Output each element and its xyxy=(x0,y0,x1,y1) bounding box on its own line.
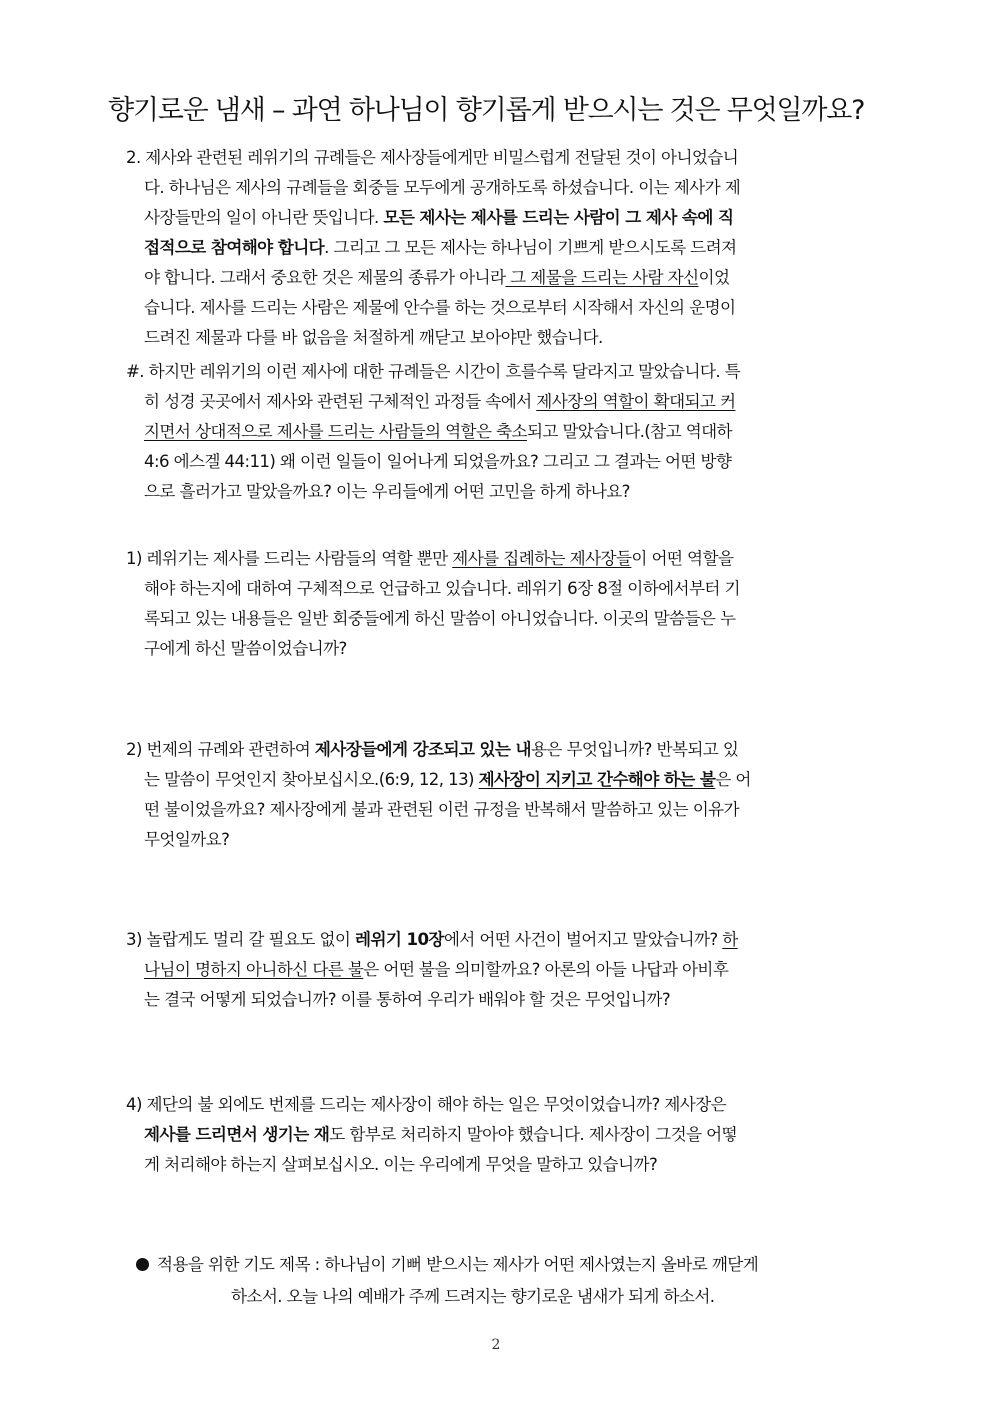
page-number: 2 xyxy=(491,1337,501,1353)
question-2 xyxy=(120,735,858,855)
bullet-icon xyxy=(136,1258,149,1271)
text-line: 히 성경 곳곳에서 제사와 관련된 구체적인 과정들 속에서 제사장의 역할이 확대되고 커 xyxy=(144,392,736,411)
text-line: 습니다. 제사를 드리는 사람은 제물에 안수를 하는 것으로부터 시작해서 자신의 운명이 xyxy=(144,298,736,317)
underlined-text: 지면서 상대적으로 제사를 드리는 사람들의 역할은 축소 xyxy=(144,422,527,441)
paragraph-hash xyxy=(120,357,858,507)
text-line: 게 처리해야 하는지 살펴보십시오. 이는 우리에게 무엇을 말하고 있습니까? xyxy=(144,1155,658,1174)
emphasis-text: 제사를 드리면서 생기는 재 xyxy=(144,1125,330,1144)
text-line: 무엇일까요? xyxy=(144,830,230,849)
underlined-text: 제사를 집례하는 제사장들 xyxy=(452,549,632,568)
text-line: 구에게 하신 말씀이었습니까? xyxy=(144,639,347,658)
prayer-topic xyxy=(136,1249,876,1313)
question-4 xyxy=(120,1090,858,1180)
prayer-line-2: 하소서. 오늘 나의 예배가 주께 드려지는 향기로운 냄새가 되게 하소서. xyxy=(231,1287,715,1306)
underlined-text: 제사장의 역할이 확대되고 커 xyxy=(536,392,736,411)
text-line: 제사를 드리면서 생기는 재도 함부로 처리하지 말아야 했습니다. 제사장이 그것을 어떻 xyxy=(144,1125,737,1144)
text-line: 2) 번제의 규례와 관련하여 제사장들에게 강조되고 있는 내용은 무엇입니까? 반복되고 있 xyxy=(126,740,739,759)
text-line: 떤 불이었을까요? 제사장에게 불과 관련된 이런 규정을 반복해서 말씀하고 있는 이유가 xyxy=(144,800,739,819)
text-line: 는 말씀이 무엇인지 찾아보십시오.(6:9, 12, 13) 제사장이 지키고 간수해야 하는 불은 어 xyxy=(144,770,751,789)
underlined-text: 제사장이 지키고 간수해야 하는 불 xyxy=(478,770,716,789)
question-1 xyxy=(120,544,858,664)
underlined-text: 나님이 명하지 아니하신 다른 불 xyxy=(144,960,364,979)
text-line: 사장들만의 일이 아니란 뜻입니다. 모든 제사는 제사를 드리는 사람이 그 제사 속에 직 xyxy=(144,208,734,227)
text-line: 3) 놀랍게도 멀리 갈 필요도 없이 레위기 10장에서 어떤 사건이 벌어지고 말았습니까? 하 xyxy=(126,930,738,949)
emphasis-text: 레위기 10장 xyxy=(355,930,444,949)
text-line: 다. 하나님은 제사의 규례들을 회중들 모두에게 공개하도록 하셨습니다. 이는 제사가 제 xyxy=(144,178,741,197)
text-line: 는 결국 어떻게 되었습니까? 이를 통하여 우리가 배워야 할 것은 무엇입니까? xyxy=(144,990,671,1009)
text-line: 2. 제사와 관련된 레위기의 규례들은 제사장들에게만 비밀스럽게 전달된 것이 아니었습니 xyxy=(126,148,739,167)
underlined-text: 그 제물을 드리는 사람 자신 xyxy=(505,268,699,287)
text-line: 드려진 제물과 다를 바 없음을 처절하게 깨닫고 보아야만 했습니다. xyxy=(144,328,603,347)
text-line: 접적으로 참여해야 합니다. 그리고 그 모든 제사는 하나님이 기쁘게 받으시도록 드려져 xyxy=(144,238,737,257)
paragraph-intro xyxy=(120,143,858,353)
text-line: 1) 레위기는 제사를 드리는 사람들의 역할 뿐만 제사를 집례하는 제사장들이 어떤 역할을 xyxy=(126,549,734,568)
text-line: 4) 제단의 불 외에도 번제를 드리는 제사장이 해야 하는 일은 무엇이었습니까? 제사장은 xyxy=(126,1095,727,1114)
question-3 xyxy=(120,925,858,1015)
text-line: 으로 흘러가고 말았을까요? 이는 우리들에게 어떤 고민을 하게 하나요? xyxy=(144,482,630,501)
text-line: 나님이 명하지 아니하신 다른 불은 어떤 불을 의미할까요? 아론의 아들 나답과 아비후 xyxy=(144,960,729,979)
prayer-line-1: 적용을 위한 기도 제목 : 하나님이 기뻐 받으시는 제사가 어떤 제사였는지 올바로 깨닫게 xyxy=(136,1249,876,1281)
emphasis-text: 제사장들에게 강조되고 있는 내 xyxy=(314,740,531,759)
emphasis-text: 접적으로 참여해야 합니다 xyxy=(144,238,325,257)
text-line: 4:6 에스겔 44:11) 왜 이런 일들이 일어나게 되었을까요? 그리고 그 결과는 어떤 방향 xyxy=(144,452,732,471)
text-line: #. 하지만 레위기의 이런 제사에 대한 규례들은 시간이 흐를수록 달라지고 말았습니다. 특 xyxy=(126,362,741,381)
text-line: 지면서 상대적으로 제사를 드리는 사람들의 역할은 축소되고 말았습니다.(참고 역대하 xyxy=(144,422,732,441)
underlined-text: 하 xyxy=(722,930,738,949)
text-line: 야 합니다. 그래서 중요한 것은 제물의 종류가 아니라 그 제물을 드리는 사람 자신이었 xyxy=(144,268,730,287)
page-title: 향기로운 냄새 – 과연 하나님이 향기롭게 받으시는 것은 무엇일까요? xyxy=(108,95,865,126)
text-line: 해야 하는지에 대하여 구체적으로 언급하고 있습니다. 레위기 6장 8절 이하에서부터 기 xyxy=(144,579,740,598)
text-line: 록되고 있는 내용들은 일반 회중들에게 하신 말씀이 아니었습니다. 이곳의 말씀들은 누 xyxy=(144,609,736,628)
emphasis-text: 모든 제사는 제사를 드리는 사람이 그 제사 속에 직 xyxy=(383,208,734,227)
